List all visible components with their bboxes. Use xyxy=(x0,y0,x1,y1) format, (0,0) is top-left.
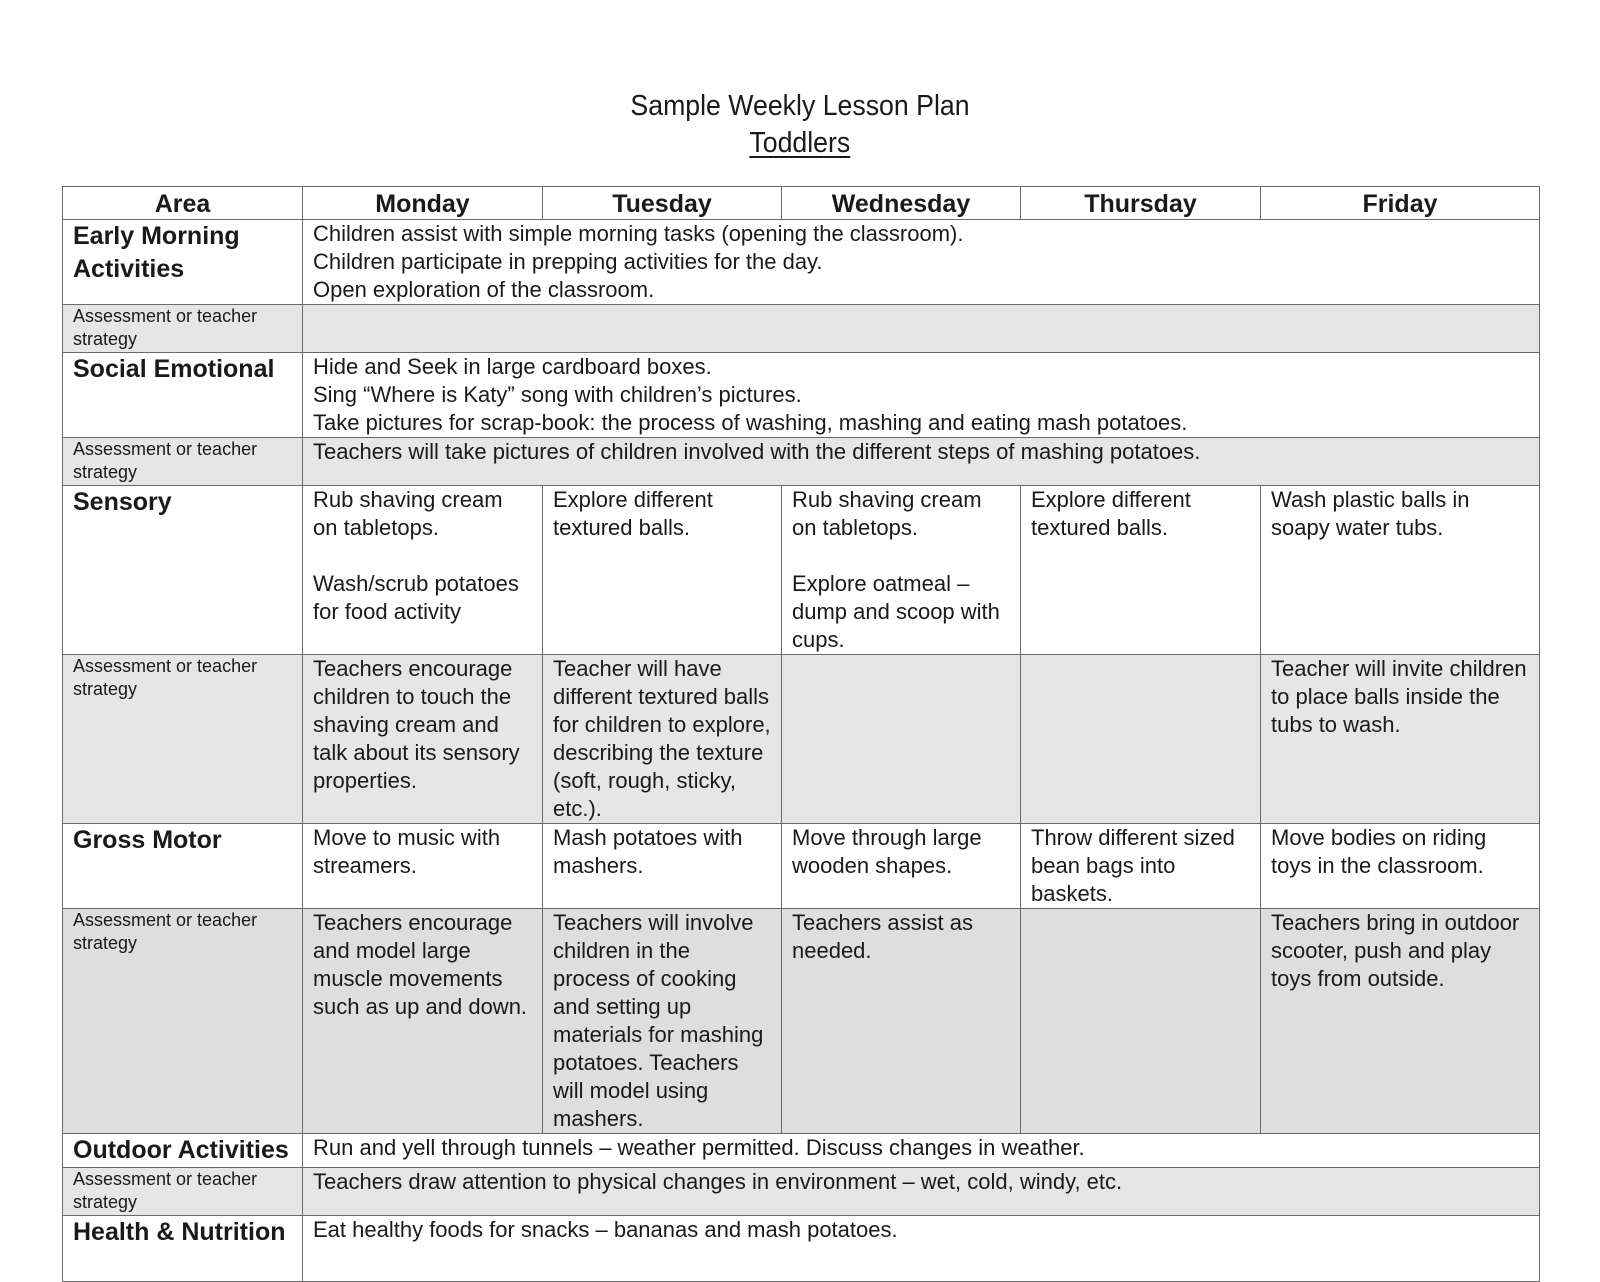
sensory-assessment-friday: Teacher will invite children to place balls inside the tubs to wash. xyxy=(1261,655,1540,824)
sensory-monday xyxy=(303,486,543,655)
gross-motor-friday: Move bodies on riding toys in the classroom. xyxy=(1261,824,1540,909)
sensory-tuesday: Explore different textured balls. xyxy=(543,486,782,655)
assessment-label: Assessment or teacher strategy xyxy=(63,909,303,1134)
row-gross-motor-assessment xyxy=(63,909,1540,1134)
gross-motor-assessment-thursday xyxy=(1021,909,1261,1134)
social-line-2: Sing “Where is Katy” song with children’s pictures. xyxy=(313,382,802,407)
sensory-assessment-wednesday xyxy=(782,655,1021,824)
assessment-label: Assessment or teacher strategy xyxy=(63,305,303,353)
health-activities: Eat healthy foods for snacks – bananas and mash potatoes. xyxy=(303,1216,1540,1282)
social-emotional-activities xyxy=(303,353,1540,438)
area-social-emotional: Social Emotional xyxy=(63,353,303,438)
early-morning-assessment xyxy=(303,305,1540,353)
document-title: Sample Weekly Lesson Plan xyxy=(630,90,970,122)
row-outdoor-assessment xyxy=(63,1168,1540,1216)
subtitle-text: Toddlers xyxy=(749,127,851,159)
area-health: Health & Nutrition xyxy=(63,1216,303,1282)
header-row xyxy=(63,187,1540,220)
early-morning-line-1: Children assist with simple morning tasks (opening the classroom). xyxy=(313,221,964,246)
row-sensory-assessment xyxy=(63,655,1540,824)
gross-motor-assessment-monday: Teachers encourage and model large muscle movements such as up and down. xyxy=(303,909,543,1134)
outdoor-activities: Run and yell through tunnels – weather permitted. Discuss changes in weather. xyxy=(303,1134,1540,1168)
gross-motor-monday: Move to music with streamers. xyxy=(303,824,543,909)
row-social-emotional-assessment xyxy=(63,438,1540,486)
sensory-wednesday xyxy=(782,486,1021,655)
spacer xyxy=(792,542,1010,570)
row-outdoor xyxy=(63,1134,1540,1168)
gross-motor-assessment-friday: Teachers bring in outdoor scooter, push and play toys from outside. xyxy=(1261,909,1540,1134)
outdoor-assessment: Teachers draw attention to physical changes in environment – wet, cold, windy, etc. xyxy=(303,1168,1540,1216)
gross-motor-thursday: Throw different sized bean bags into baskets. xyxy=(1021,824,1261,909)
sensory-monday-a: Rub shaving cream on tabletops. xyxy=(313,487,503,540)
row-early-morning xyxy=(63,220,1540,305)
sensory-assessment-thursday xyxy=(1021,655,1261,824)
sensory-assessment-monday: Teachers encourage children to touch the shaving cream and talk about its sensory properties. xyxy=(303,655,543,824)
spacer xyxy=(313,542,532,570)
row-early-morning-assessment xyxy=(63,305,1540,353)
header-friday: Friday xyxy=(1261,187,1540,220)
assessment-label: Assessment or teacher strategy xyxy=(63,438,303,486)
early-morning-line-3: Open exploration of the classroom. xyxy=(313,277,655,302)
header-tuesday: Tuesday xyxy=(543,187,782,220)
area-gross-motor: Gross Motor xyxy=(63,824,303,909)
sensory-thursday: Explore different textured balls. xyxy=(1021,486,1261,655)
header-area: Area xyxy=(63,187,303,220)
early-morning-line-2: Children participate in prepping activities for the day. xyxy=(313,249,823,274)
social-line-3: Take pictures for scrap-book: the process of washing, mashing and eating mash potatoes. xyxy=(313,410,1188,435)
document-subtitle xyxy=(0,125,1600,161)
area-outdoor: Outdoor Activities xyxy=(63,1134,303,1168)
sensory-monday-b: Wash/scrub potatoes for food activity xyxy=(313,571,519,624)
sensory-wednesday-a: Rub shaving cream on tabletops. xyxy=(792,487,982,540)
header-thursday: Thursday xyxy=(1021,187,1261,220)
social-line-1: Hide and Seek in large cardboard boxes. xyxy=(313,354,712,379)
lesson-plan-table xyxy=(62,186,1540,1282)
gross-motor-tuesday: Mash potatoes with mashers. xyxy=(543,824,782,909)
sensory-assessment-tuesday: Teacher will have different textured balls for children to explore, describing the texture (soft, rough, sticky, etc.). xyxy=(543,655,782,824)
header-monday: Monday xyxy=(303,187,543,220)
area-sensory: Sensory xyxy=(63,486,303,655)
social-emotional-assessment: Teachers will take pictures of children involved with the different steps of mashing potatoes. xyxy=(303,438,1540,486)
row-social-emotional xyxy=(63,353,1540,438)
gross-motor-assessment-tuesday: Teachers will involve children in the process of cooking and setting up materials for mashing potatoes. Teachers will model using mashers. xyxy=(543,909,782,1134)
row-sensory xyxy=(63,486,1540,655)
assessment-label: Assessment or teacher strategy xyxy=(63,655,303,824)
sensory-wednesday-b: Explore oatmeal – dump and scoop with cups. xyxy=(792,571,1000,652)
row-gross-motor xyxy=(63,824,1540,909)
row-health xyxy=(63,1216,1540,1282)
header-wednesday: Wednesday xyxy=(782,187,1021,220)
early-morning-activities xyxy=(303,220,1540,305)
sensory-friday: Wash plastic balls in soapy water tubs. xyxy=(1261,486,1540,655)
gross-motor-assessment-wednesday: Teachers assist as needed. xyxy=(782,909,1021,1134)
assessment-label: Assessment or teacher strategy xyxy=(63,1168,303,1216)
area-early-morning: Early Morning Activities xyxy=(63,220,303,305)
gross-motor-wednesday: Move through large wooden shapes. xyxy=(782,824,1021,909)
